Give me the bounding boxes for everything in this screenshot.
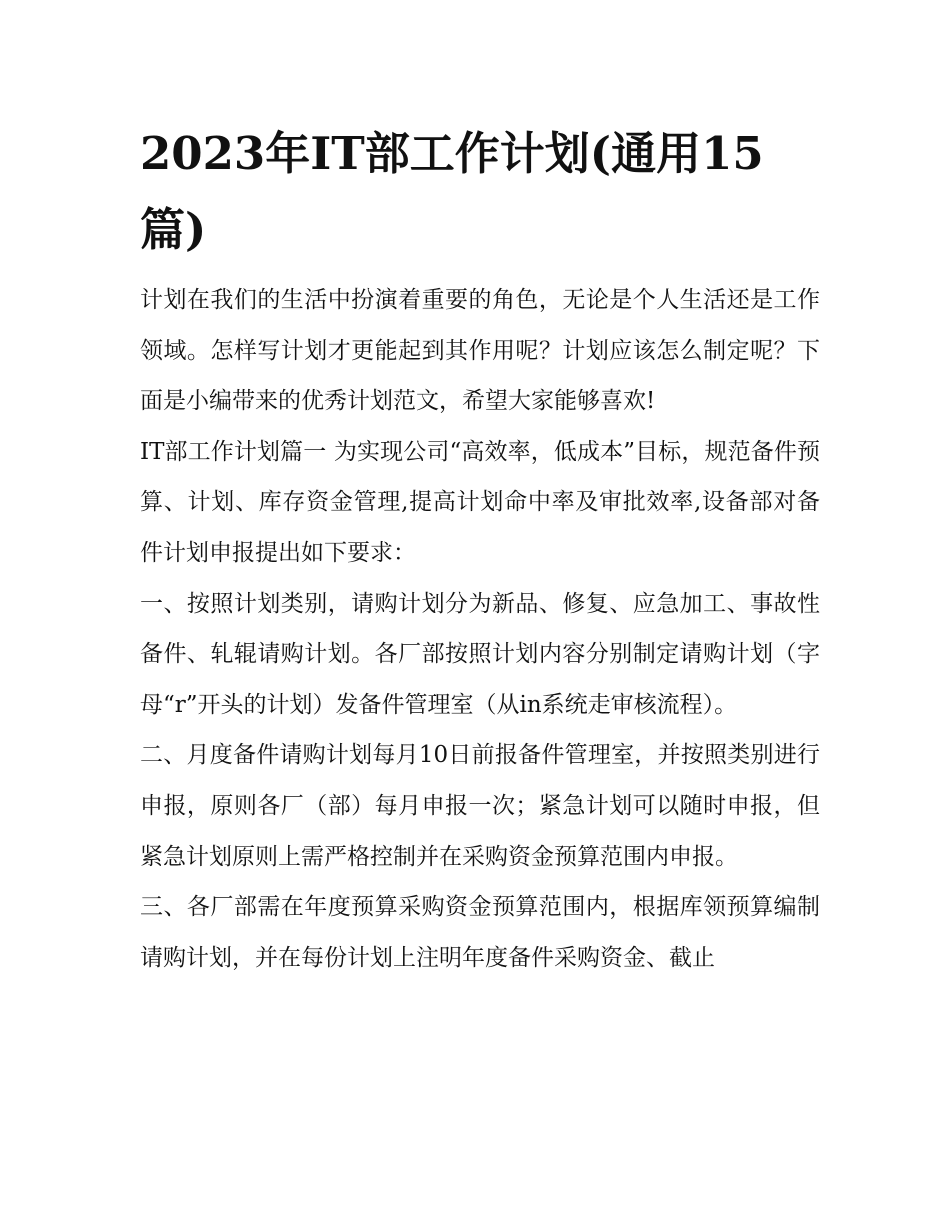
paragraph-intro: 计划在我们的生活中扮演着重要的角色，无论是个人生活还是工作领域。怎样写计划才更能起到其作用呢？计划应该怎么制定呢？下面是小编带来的优秀计划范文，希望大家能够喜欢! (140, 287, 820, 415)
paragraph-requirements-intro: IT部工作计划篇一 为实现公司“高效率，低成本”目标，规范备件预算、计划、库存资金管理,提高计划命中率及审批效率,设备部对备件计划申报提出如下要求： (140, 438, 820, 566)
paragraph-item-2: 二、月度备件请购计划每月10日前报备件管理室，并按照类别进行申报，原则各厂（部）每月申报一次；紧急计划可以随时申报，但紧急计划原则上需严格控制并在采购资金预算范围内申报。 (140, 742, 820, 870)
document-title: 2023年IT部工作计划(通用15篇) (140, 127, 764, 256)
document-body (140, 275, 820, 983)
paragraph-item-3: 三、各厂部需在年度预算采购资金预算范围内，根据库领预算编制请购计划，并在每份计划上注明年度备件采购资金、截止 (140, 894, 820, 971)
paragraph-item-1: 一、按照计划类别，请购计划分为新品、修复、应急加工、事故性备件、轧辊请购计划。各厂部按照计划内容分别制定请购计划（字母“r”开头的计划）发备件管理室（从in系统走审核流程）。 (140, 590, 820, 718)
